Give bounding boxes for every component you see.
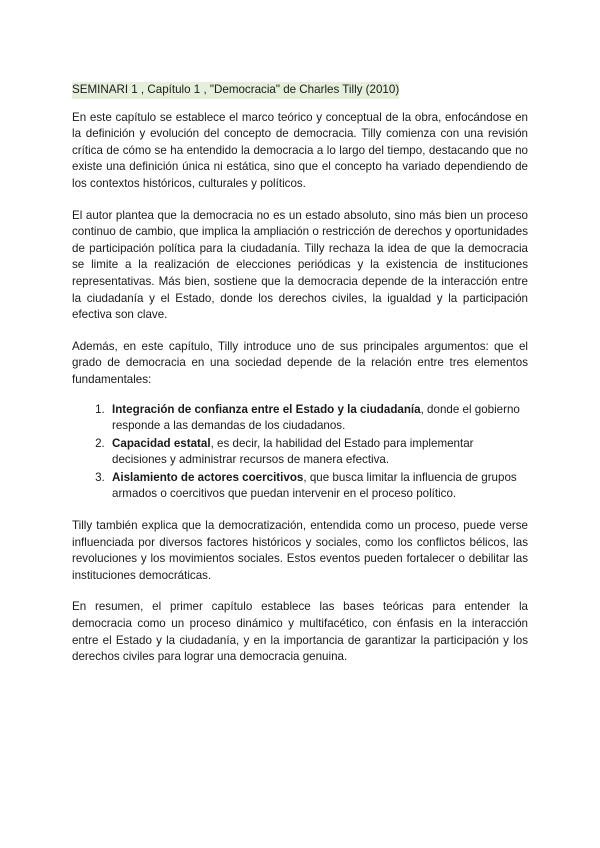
- document-page: [72, 82, 528, 681]
- list-item-description: , donde el gobierno responde a las demandas de los ciudadanos.: [112, 402, 520, 433]
- paragraph-summary: En resumen, el primer capítulo establece las bases teóricas para entender la democracia como un proceso dinámico y multifacético, con énfasis en la interacción entre el Estado y la ciudadanía, y en la importancia de garantizar la participación y los derechos civiles para lograr una democracia genuina.: [72, 600, 528, 664]
- list-item: [108, 436, 528, 469]
- paragraph-democratization: Tilly también explica que la democratización, entendida como un proceso, puede verse influenciada por diversos factores históricos y sociales, como los conflictos bélicos, las revoluciones y los movimientos sociales. Estos eventos pueden fortalecer o debilitar las instituciones democráticas.: [72, 519, 528, 582]
- paragraph-arguments: Además, en este capítulo, Tilly introduce uno de sus principales argumentos: que el grado de democracia en una sociedad depende de la relación entre tres elementos fundamentales:: [72, 339, 528, 386]
- list-item-description: , que busca limitar la influencia de grupos armados o coercitivos que puedan intervenir en el proceso político.: [112, 470, 517, 501]
- list-item-term: Integración de confianza entre el Estado y la ciudadanía: [112, 402, 421, 416]
- document-title: SEMINARI 1 , Capítulo 1 , "Democracia" de Charles Tilly (2010): [72, 82, 399, 99]
- list-item-term: Capacidad estatal: [112, 436, 211, 450]
- list-item-description: , es decir, la habilidad del Estado para implementar decisiones y administrar recursos de manera efectiva.: [112, 436, 474, 467]
- list-item-term: Aislamiento de actores coercitivos: [112, 470, 304, 484]
- paragraph-process: El autor plantea que la democracia no es un estado absoluto, sino más bien un proceso continuo de cambio, que implica la ampliación o restricción de derechos y oportunidades de participación política para la ciudadanía. Tilly rechaza la idea de que la democracia se limite a la realización de elecciones periódicas y la existencia de instituciones representativas. Más bien, sostiene que la democracia depende de la interacción entre la ciudadanía y el Estado, donde los derechos civiles, la igualdad y la participación efectiva son clave.: [72, 208, 528, 322]
- list-item: [108, 470, 528, 503]
- paragraph-intro: En este capítulo se establece el marco teórico y conceptual de la obra, enfocándose en la definición y evolución del concepto de democracia. Tilly comienza con una revisión crítica de cómo se ha entendido la democracia a lo largo del tiempo, destacando que no existe una definición única ni estática, sino que el concepto ha variado dependiendo de los contextos históricos, culturales y políticos.: [72, 110, 528, 190]
- list-item: [108, 402, 528, 435]
- elements-list: [72, 402, 528, 504]
